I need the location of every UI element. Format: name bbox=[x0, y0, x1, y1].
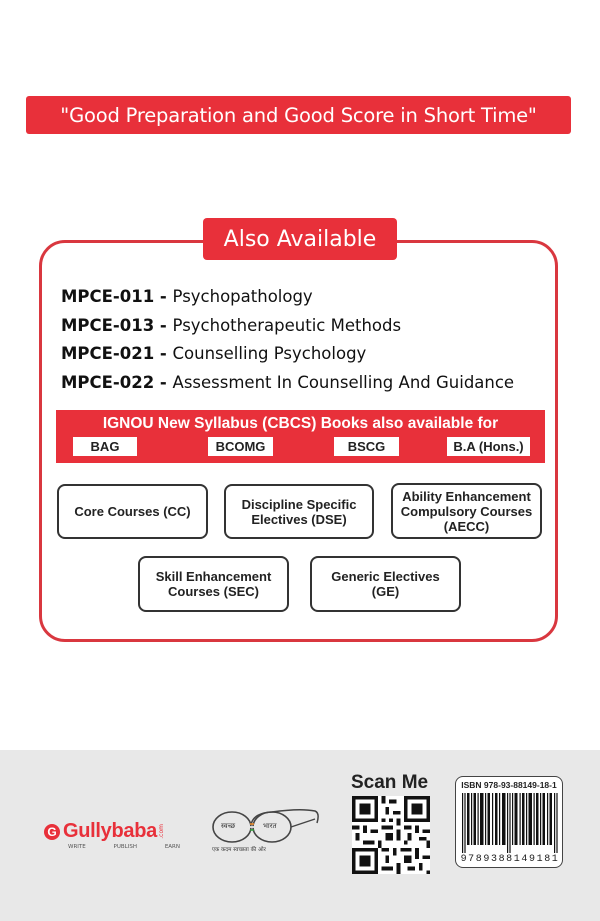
program-badge-bag: BAG bbox=[73, 437, 137, 456]
isbn-barcode bbox=[455, 776, 563, 868]
course-item: MPCE-011 - Psychopathology bbox=[61, 287, 313, 306]
cbcs-banner-title: IGNOU New Syllabus (CBCS) Books also available for bbox=[102, 415, 499, 432]
gullybaba-tagline: WRITE PUBLISH EARN bbox=[68, 844, 180, 850]
course-item: MPCE-021 - Counselling Psychology bbox=[61, 344, 367, 363]
category-ge: Generic Electives (GE) bbox=[310, 556, 461, 612]
tagline-banner: "Good Preparation and Good Score in Short Time" bbox=[26, 96, 571, 134]
gullybaba-logo: G Gullybaba .com bbox=[44, 820, 165, 843]
scan-me-label: Scan Me bbox=[351, 772, 429, 793]
cbcs-banner bbox=[56, 410, 545, 463]
program-badge-ba-hons: B.A (Hons.) bbox=[447, 437, 530, 456]
program-badge-bcomg: BCOMG bbox=[208, 437, 273, 456]
course-item: MPCE-022 - Assessment In Counselling And Guidance bbox=[61, 372, 515, 392]
qr-code-icon bbox=[352, 796, 430, 874]
category-core-courses: Core Courses (CC) bbox=[57, 484, 208, 539]
isbn-digits: 9789388149181 bbox=[460, 854, 560, 865]
swachh-bharat-logo: स्वच्छ भारत एक कदम स्वच्छता की ओर bbox=[210, 805, 320, 855]
category-sec: Skill Enhancement Courses (SEC) bbox=[138, 556, 289, 612]
barcode-icon bbox=[462, 793, 558, 853]
category-aecc: Ability Enhancement Compulsory Courses (AECC) bbox=[391, 483, 542, 539]
isbn-label: ISBN 978-93-88149-18-1 bbox=[461, 780, 557, 790]
course-item: MPCE-013 - Psychotherapeutic Methods bbox=[61, 315, 402, 335]
program-badge-bscg: BSCG bbox=[334, 437, 399, 456]
qr-code[interactable] bbox=[352, 796, 430, 874]
category-dse: Discipline Specific Electives (DSE) bbox=[224, 484, 374, 539]
course-list bbox=[61, 283, 514, 397]
gullybaba-g-icon: G bbox=[44, 824, 60, 840]
also-available-title: Also Available bbox=[203, 218, 397, 260]
